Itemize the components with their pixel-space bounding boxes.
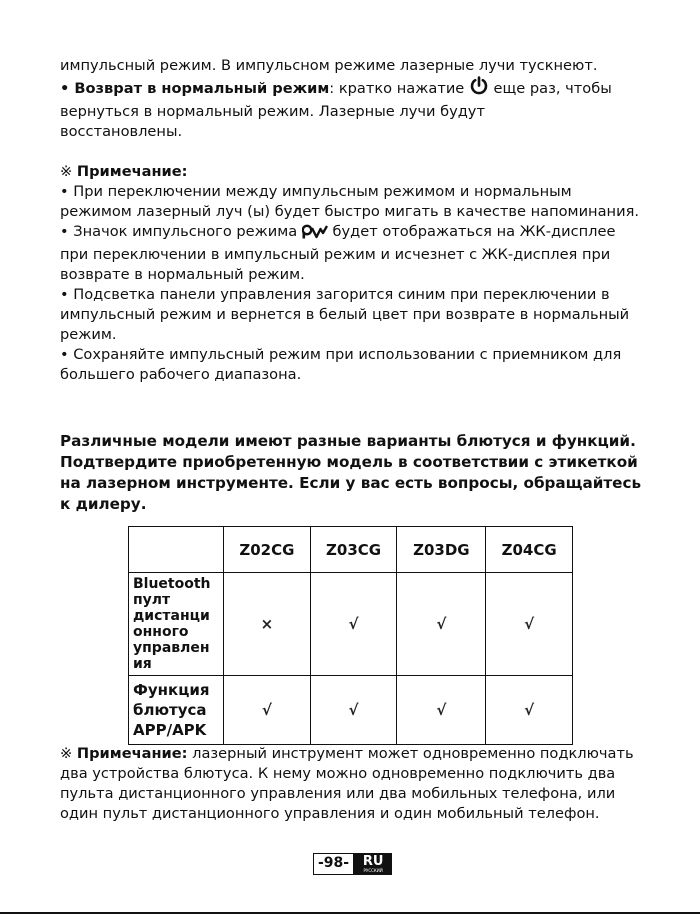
pulse-mode-icon (302, 223, 328, 245)
language-code: RU (362, 854, 384, 869)
return-text: : кратко нажатие (329, 80, 469, 97)
note-title: Примечание: (76, 163, 188, 180)
row-label: Функция блютуса APP/APK (129, 676, 224, 745)
return-heading: • Возврат в нормальный режим (60, 80, 330, 97)
return-paragraph (60, 76, 645, 102)
table-cell: √ (486, 676, 573, 745)
note-bullet: • Подсветка панели управления загорится синим при переключении в импульсный режим и вернется в белый цвет при возврате в нормальный режим. (60, 286, 630, 343)
text-line: импульсный режим. В импульсном режиме лазерные лучи тускнеют. (60, 57, 598, 74)
table-row (129, 676, 573, 745)
power-icon (469, 76, 489, 102)
note-bullet-text: будет отображаться на ЖК-дисплее при переключении в импульсный режим и исчезнет с ЖК-дисплея при возврате в нормальный режим. (60, 223, 616, 283)
table-header-row (129, 527, 573, 573)
note-bullet: • Сохраняйте импульсный режим при использовании с приемником для большего рабочего диапазона. (60, 346, 622, 383)
table-header: Z03CG (310, 527, 397, 573)
note-title: Примечание: (76, 745, 188, 762)
note-body: лазерный инструмент может одновременно подключать два устройства блютуса. К нему можно одновременно подключить два пульта дистанционного управления или два мобильных телефона, или один пульт дистанционного управления и один мобильный телефон. (60, 745, 634, 822)
table-corner-cell (129, 527, 224, 573)
table-cell: √ (397, 676, 486, 745)
models-notice: Различные модели имеют разные варианты блютуся и функций. Подтвердите приобретенную модель в соответствии с этикеткой на лазерном инструменте. Если у вас есть вопросы, обращайтесь к дилеру. (60, 432, 642, 513)
table-cell: √ (397, 573, 486, 676)
note-symbol: ※ (60, 163, 77, 180)
note-bullet-pulse (60, 222, 645, 285)
bottom-divider (0, 912, 700, 914)
bluetooth-note-text (60, 744, 650, 824)
language-name: РУССКИЙ (363, 868, 383, 873)
table-cell: √ (310, 573, 397, 676)
page-number: -98- (313, 853, 354, 875)
table-header: Z02CG (224, 527, 311, 573)
table-cell: √ (224, 676, 311, 745)
note-bullet: • При переключении между импульсным режимом и нормальным режимом лазерный луч (ы) будет быстро мигать в качестве напоминания. (60, 183, 639, 220)
table-cell: √ (486, 573, 573, 676)
row-label: Bluetooth пулт дистанци онного управлен ия (129, 573, 224, 676)
bluetooth-note (60, 744, 650, 824)
table-header: Z04CG (486, 527, 573, 573)
note-bullet-text: • Значок импульсного режима (60, 223, 302, 240)
table-cell: × (224, 573, 311, 676)
language-badge (354, 853, 392, 875)
page-content (60, 56, 645, 515)
table-header: Z03DG (397, 527, 486, 573)
model-comparison-table (128, 526, 573, 745)
return-text-2: еще раз, чтобы (488, 80, 612, 97)
note-heading (60, 162, 645, 182)
text-line: вернуться в нормальный режим. Лазерные лучи будут (60, 103, 485, 120)
note-symbol: ※ (60, 745, 77, 762)
page-footer (313, 853, 392, 875)
table-row (129, 573, 573, 676)
text-line: восстановлены. (60, 123, 183, 140)
table-cell: √ (310, 676, 397, 745)
